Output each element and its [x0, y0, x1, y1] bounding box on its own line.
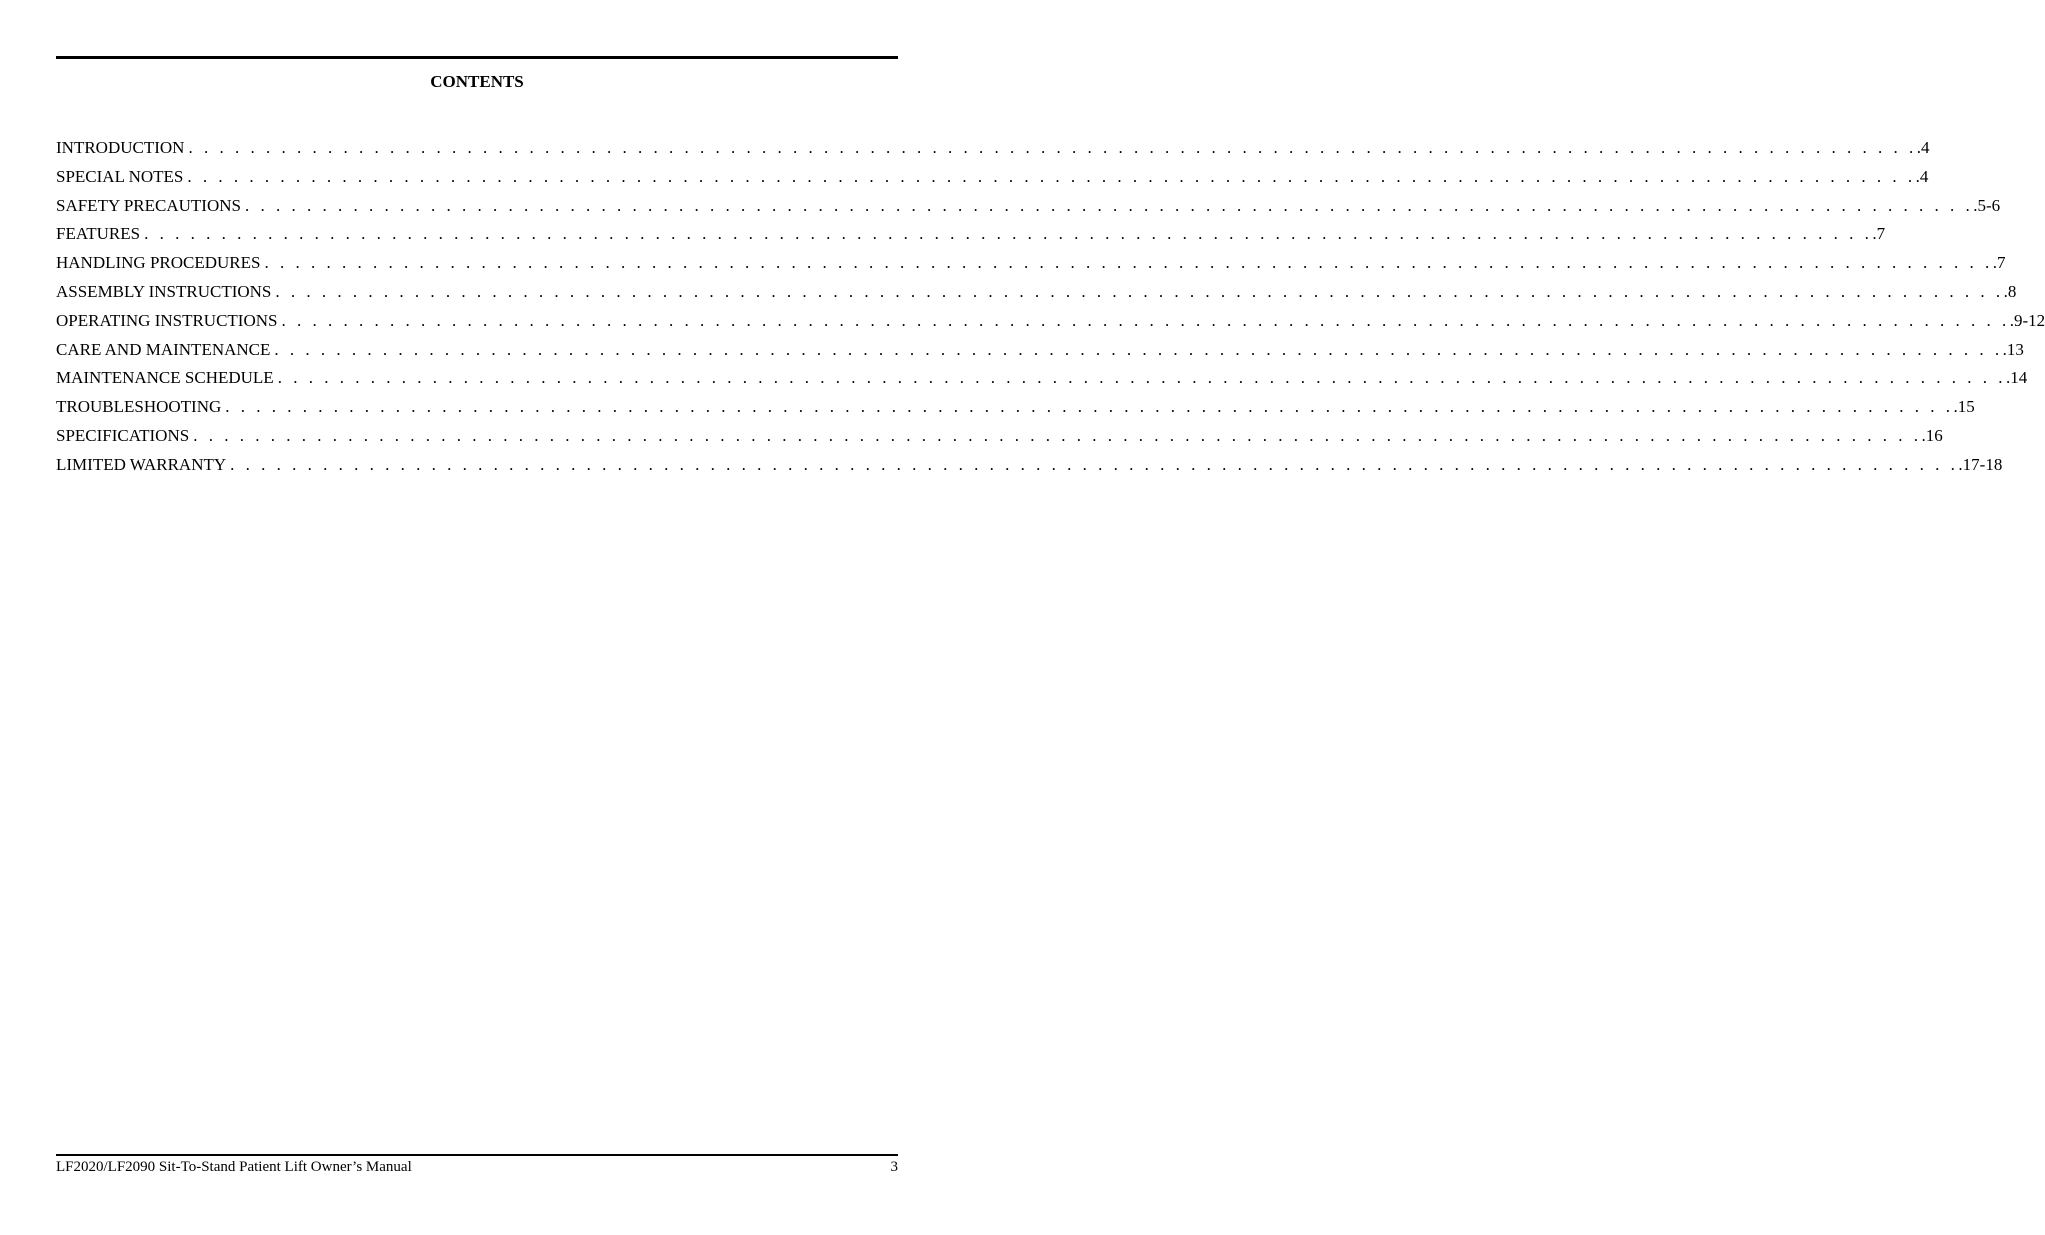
toc-entry-limited-warranty[interactable] [56, 453, 2003, 482]
toc-entry-title: CARE AND MAINTENANCE [56, 339, 271, 359]
toc-entry-specifications[interactable] [56, 424, 1943, 453]
toc-entry-page: .17-18 [1958, 454, 2003, 474]
toc-entry-special-notes[interactable] [56, 165, 1929, 194]
toc-entry-title: MAINTENANCE SCHEDULE [56, 368, 274, 388]
toc-dot-leader: . . . . . . . . . . . . . . . . . . . . . . . . . . . . . . . . . . . . . . . . . . . . . . . . . . . . . . . . . . . . . . . . . . . . . . . . . . . . . . . . . . . . . . . . . . . . . . . . . . . . . . . . . . . . . . . . [187, 166, 1916, 186]
toc-entry-troubleshooting[interactable] [56, 395, 1975, 424]
toc-entry-title: LIMITED WARRANTY [56, 454, 227, 474]
toc-entry-page: .9-12 [2009, 310, 2045, 330]
toc-entry-title: FEATURES [56, 224, 141, 244]
toc-entry-introduction[interactable] [56, 136, 1930, 165]
table-of-contents [56, 136, 2045, 482]
toc-entry-page: .16 [1921, 425, 1943, 445]
toc-dot-leader: . . . . . . . . . . . . . . . . . . . . . . . . . . . . . . . . . . . . . . . . . . . . . . . . . . . . . . . . . . . . . . . . . . . . . . . . . . . . . . . . . . . . . . . . . . . . . . . . . . . . . . . . . . . . . . . . [193, 425, 1922, 445]
toc-dot-leader: . . . . . . . . . . . . . . . . . . . . . . . . . . . . . . . . . . . . . . . . . . . . . . . . . . . . . . . . . . . . . . . . . . . . . . . . . . . . . . . . . . . . . . . . . . . . . . . . . . . . . . . . . . . . . . . . [281, 310, 2010, 330]
toc-entry-handling-procedures[interactable] [56, 251, 2006, 280]
toc-entry-title: SAFETY PRECAUTIONS [56, 195, 241, 215]
toc-entry-care-and-maintenance[interactable] [56, 338, 2024, 367]
toc-entry-page: .7 [1872, 224, 1886, 244]
toc-entry-maintenance-schedule[interactable] [56, 366, 2028, 395]
toc-dot-leader: . . . . . . . . . . . . . . . . . . . . . . . . . . . . . . . . . . . . . . . . . . . . . . . . . . . . . . . . . . . . . . . . . . . . . . . . . . . . . . . . . . . . . . . . . . . . . . . . . . . . . . . . . . . . . . . . [188, 138, 1917, 157]
toc-dot-leader: . . . . . . . . . . . . . . . . . . . . . . . . . . . . . . . . . . . . . . . . . . . . . . . . . . . . . . . . . . . . . . . . . . . . . . . . . . . . . . . . . . . . . . . . . . . . . . . . . . . . . . . . . . . . . . . . [264, 253, 1993, 273]
toc-entry-page: .13 [2002, 339, 2024, 359]
footer-page-number: 3 [890, 1159, 898, 1175]
toc-entry-title: OPERATING INSTRUCTIONS [56, 310, 278, 330]
toc-dot-leader: . . . . . . . . . . . . . . . . . . . . . . . . . . . . . . . . . . . . . . . . . . . . . . . . . . . . . . . . . . . . . . . . . . . . . . . . . . . . . . . . . . . . . . . . . . . . . . . . . . . . . . . . . . . . . . . . [275, 281, 2004, 301]
page-footer [56, 1158, 898, 1176]
page-title: CONTENTS [430, 72, 524, 91]
toc-entry-page: .5-6 [1973, 195, 2001, 215]
toc-entry-title: SPECIFICATIONS [56, 425, 190, 445]
toc-entry-page: .15 [1953, 397, 1975, 417]
toc-dot-leader: . . . . . . . . . . . . . . . . . . . . . . . . . . . . . . . . . . . . . . . . . . . . . . . . . . . . . . . . . . . . . . . . . . . . . . . . . . . . . . . . . . . . . . . . . . . . . . . . . . . . . . . . . . . . . . . . [225, 397, 1954, 417]
toc-dot-leader: . . . . . . . . . . . . . . . . . . . . . . . . . . . . . . . . . . . . . . . . . . . . . . . . . . . . . . . . . . . . . . . . . . . . . . . . . . . . . . . . . . . . . . . . . . . . . . . . . . . . . . . . . . . . . . . . [144, 224, 1873, 244]
toc-dot-leader: . . . . . . . . . . . . . . . . . . . . . . . . . . . . . . . . . . . . . . . . . . . . . . . . . . . . . . . . . . . . . . . . . . . . . . . . . . . . . . . . . . . . . . . . . . . . . . . . . . . . . . . . . . . . . . . . [230, 454, 1959, 474]
toc-entry-title: SPECIAL NOTES [56, 166, 184, 186]
toc-entry-operating-instructions[interactable] [56, 309, 2045, 338]
toc-dot-leader: . . . . . . . . . . . . . . . . . . . . . . . . . . . . . . . . . . . . . . . . . . . . . . . . . . . . . . . . . . . . . . . . . . . . . . . . . . . . . . . . . . . . . . . . . . . . . . . . . . . . . . . . . . . . . . . . [277, 368, 2006, 388]
toc-entry-title: INTRODUCTION [56, 138, 185, 157]
toc-entry-page: .4 [1916, 138, 1930, 157]
toc-entry-title: HANDLING PROCEDURES [56, 253, 261, 273]
toc-entry-features[interactable] [56, 222, 1886, 251]
toc-dot-leader: . . . . . . . . . . . . . . . . . . . . . . . . . . . . . . . . . . . . . . . . . . . . . . . . . . . . . . . . . . . . . . . . . . . . . . . . . . . . . . . . . . . . . . . . . . . . . . . . . . . . . . . . . . . . . . . . [274, 339, 2003, 359]
toc-entry-page: .7 [1992, 253, 2006, 273]
footer-manual-title: LF2020/LF2090 Sit-To-Stand Patient Lift Owner’s Manual [56, 1159, 412, 1175]
toc-dot-leader: . . . . . . . . . . . . . . . . . . . . . . . . . . . . . . . . . . . . . . . . . . . . . . . . . . . . . . . . . . . . . . . . . . . . . . . . . . . . . . . . . . . . . . . . . . . . . . . . . . . . . . . . . . . . . . . . [244, 195, 1974, 215]
bottom-rule [56, 1154, 898, 1156]
toc-entry-assembly-instructions[interactable] [56, 280, 2017, 309]
toc-entry-title: ASSEMBLY INSTRUCTIONS [56, 281, 272, 301]
toc-entry-page: .14 [2005, 368, 2028, 388]
toc-entry-page: .4 [1915, 166, 1929, 186]
top-rule [56, 56, 898, 59]
toc-entry-page: .8 [2003, 281, 2017, 301]
toc-entry-safety-precautions[interactable] [56, 194, 2001, 223]
toc-entry-title: TROUBLESHOOTING [56, 397, 222, 417]
